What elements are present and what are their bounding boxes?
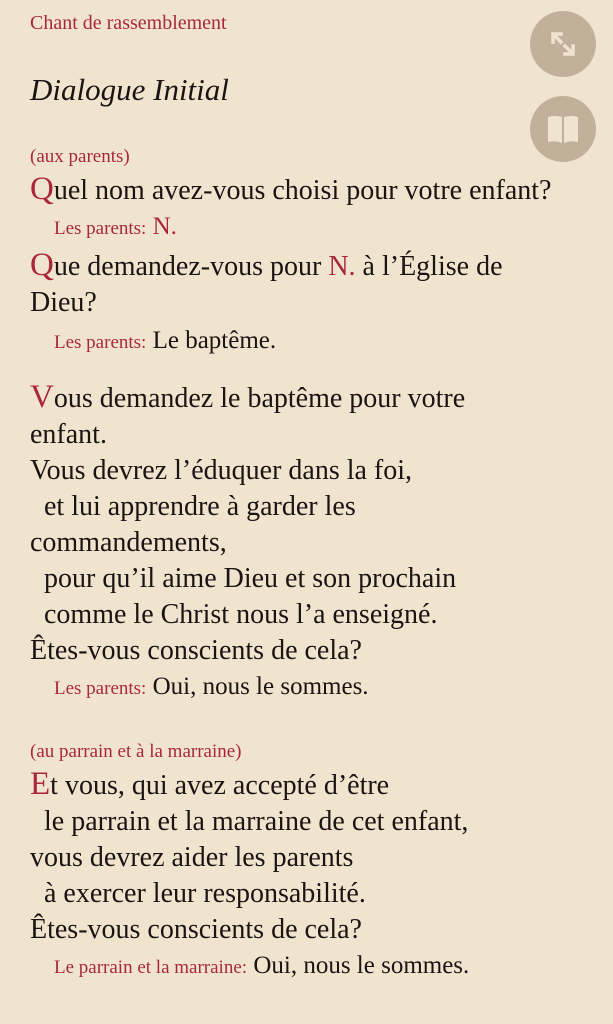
response-line <box>30 323 593 361</box>
response-line <box>30 948 593 986</box>
celebrant-line: Êtes-vous conscients de cela? <box>30 635 362 666</box>
celebrant-line: Que demandez-vous pour N. à l’Église de <box>30 247 503 283</box>
celebrant-line: enfant. <box>30 419 107 450</box>
rubric-instruction: (aux parents) <box>30 146 130 167</box>
name-placeholder: N. <box>328 251 356 282</box>
celebrant-line: Vous devrez l’éduquer dans la foi, <box>30 455 413 486</box>
responder-label: Le parrain et la marraine: <box>54 957 248 978</box>
book-button[interactable] <box>530 96 596 162</box>
response-text: Oui, nous le sommes. <box>152 673 369 700</box>
celebrant-line: à exercer leur responsabilité. <box>44 878 366 909</box>
response-text: Le baptême. <box>152 327 277 354</box>
celebrant-line: Vous demandez le baptême pour votre <box>30 379 466 415</box>
responder-label: Les parents: <box>54 678 147 699</box>
breadcrumb[interactable]: Chant de rassemblement <box>30 12 227 34</box>
rubric-instruction: (au parrain et à la marraine) <box>30 741 242 762</box>
dropcap: Q <box>30 247 54 283</box>
celebrant-line: vous devrez aider les parents <box>30 842 354 873</box>
response-text: Oui, nous le sommes. <box>253 952 470 979</box>
dialogue-block-baptism <box>30 379 593 707</box>
open-book-icon <box>545 112 581 146</box>
response-line <box>30 669 593 707</box>
responder-label: Les parents: <box>54 332 147 353</box>
name-placeholder: N. <box>152 213 177 240</box>
expand-button[interactable] <box>530 11 596 77</box>
celebrant-line: Êtes-vous conscients de cela? <box>30 914 362 945</box>
dialogue-block-godparents <box>30 738 593 986</box>
section-title: Dialogue Initial <box>30 72 229 107</box>
response-line <box>30 209 593 247</box>
celebrant-line: comme le Christ nous l’a enseigné. <box>44 599 438 630</box>
celebrant-line: le parrain et la marraine de cet enfant, <box>44 806 469 837</box>
celebrant-line: pour qu’il aime Dieu et son prochain <box>44 563 457 594</box>
celebrant-line: Quel nom avez-vous choisi pour votre enfant? <box>30 171 552 207</box>
dialogue-block-parents <box>30 143 593 361</box>
celebrant-line: et lui apprendre à garder les <box>44 491 356 522</box>
responder-label: Les parents: <box>54 218 147 239</box>
celebrant-line: Et vous, qui avez accepté d’être <box>30 766 390 802</box>
dropcap: E <box>30 766 51 802</box>
expand-arrows-icon <box>546 27 580 61</box>
celebrant-line: Dieu? <box>30 287 97 318</box>
dropcap: V <box>30 379 54 415</box>
dropcap: Q <box>30 171 54 207</box>
celebrant-line: commandements, <box>30 527 227 558</box>
